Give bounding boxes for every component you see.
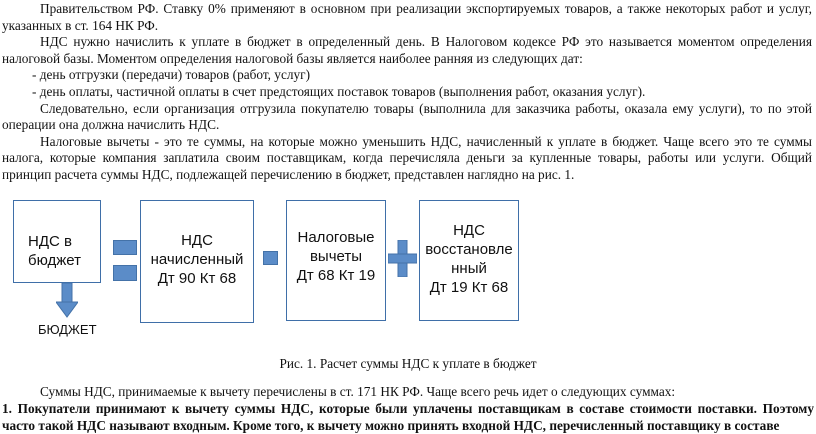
minus-sign-bottom bbox=[113, 265, 137, 281]
down-arrow-icon bbox=[56, 283, 78, 319]
minus-sign-top bbox=[113, 240, 137, 255]
box-vat-accrued: НДС начисленный Дт 90 Кт 68 bbox=[140, 200, 254, 323]
paragraph-deductions: Налоговые вычеты - это те суммы, на которые можно уменьшить НДС, начисленный к уплате в бюджет. Чаще всего это те суммы налога, которые компания заплатила своим поставщикам, когда перечисляла деньги за купленные товары, работы или услуги. Общий принцип расчета суммы НДС, подлежащей перечислению в бюджет, представлен наглядно на рис. 1. bbox=[2, 133, 812, 182]
paragraph-tax-rate: Правительством РФ. Ставку 0% применяют в основном при реализации экспортируемых товаров, а также некоторых работ и услуг, указанных в ст. 164 НК РФ. bbox=[2, 1, 812, 33]
minus-sign-middle bbox=[263, 251, 278, 265]
body-text bbox=[2, 1, 812, 184]
budget-label: БЮДЖЕТ bbox=[38, 322, 97, 337]
list-item-shipment-day: - день отгрузки (передачи) товаров (работ, услуг) bbox=[32, 67, 311, 83]
plus-sign-icon bbox=[388, 240, 417, 277]
box-tax-deductions: Налоговые вычеты Дт 68 Кт 19 bbox=[286, 200, 386, 321]
paragraph-conclusion: Следовательно, если организация отгрузила покупателю товары (выполнила для заказчика работы, оказала ему услуги), то по этой операции она должна начислить НДС. bbox=[2, 100, 812, 133]
box-vat-restored: НДС восстановле нный Дт 19 Кт 68 bbox=[419, 200, 519, 321]
figure-caption: Рис. 1. Расчет суммы НДС к уплате в бюджет bbox=[279, 356, 537, 371]
bottom-text bbox=[2, 384, 814, 434]
box-vat-to-budget: НДС в бюджет bbox=[13, 200, 101, 283]
paragraph-deduction-item-1: 1. Покупатели принимают к вычету суммы НДС, которые были уплачены поставщикам в составе стоимости поставки. Поэтому часто такой НДС называют входным. Кроме того, к вычету можно принять входной НДС, перечисленный поставщику в составе bbox=[2, 400, 814, 433]
paragraph-tax-base: НДС нужно начислить к уплате в бюджет в определенный день. В Налоговом кодексе РФ это называется моментом определения налоговой базы. Моментом определения налоговой базы является наиболее ранняя из следующих дат: bbox=[2, 34, 812, 66]
paragraph-deduction-intro: Суммы НДС, принимаемые к вычету перечислены в ст. 171 НК РФ. Чаще всего речь идет о следующих суммах: bbox=[40, 384, 676, 399]
list-item-payment-day: - день оплаты, частичной оплаты в счет предстоящих поставок товаров (выполнения работ, оказания услуг). bbox=[32, 83, 646, 99]
